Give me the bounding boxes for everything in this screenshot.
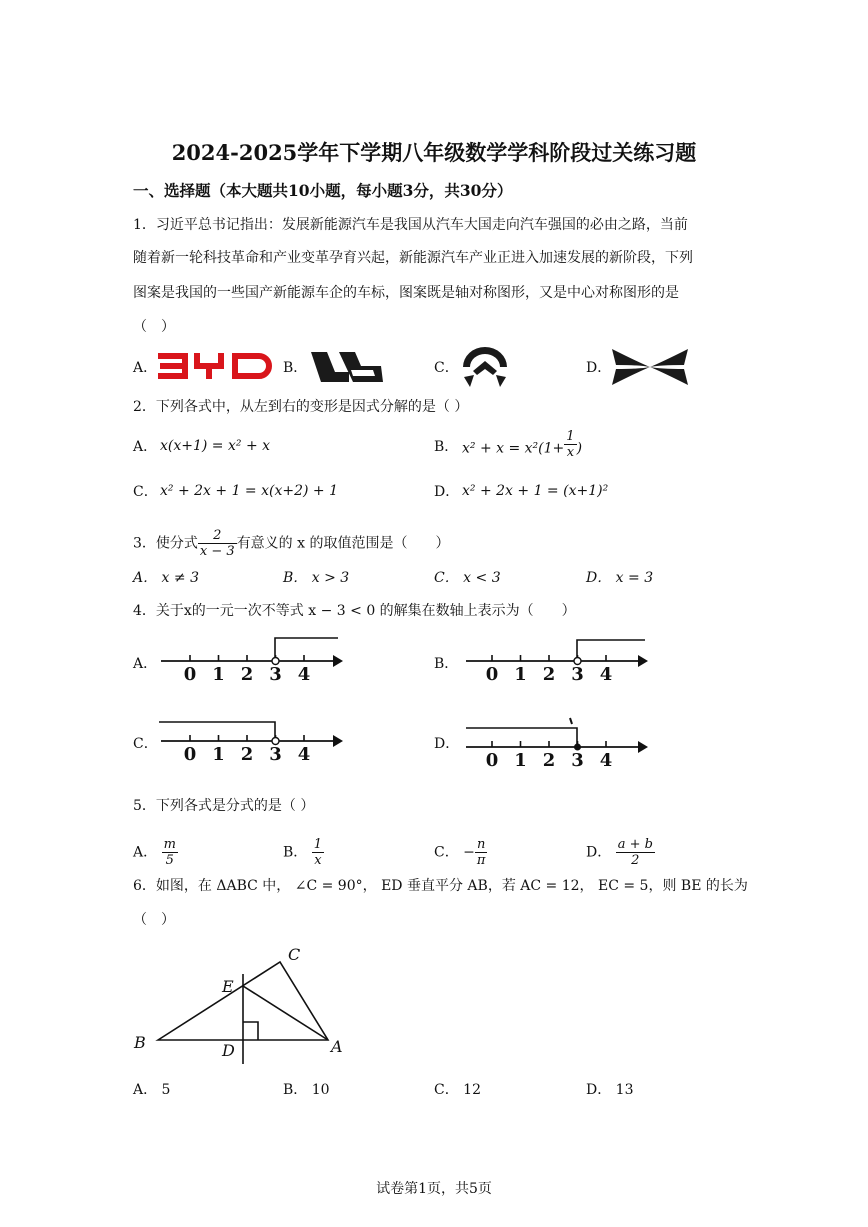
byd-logo-icon [157,350,275,382]
axis-tick-label: 1 [514,664,527,685]
triangle-figure [128,938,358,1068]
q2-option-b-expr: x² + x = x²(1+ $\frac{1}{x}$ ) [462,429,583,460]
section-heading: 一、选择题（本大题共10小题，每小题3分，共30分） [133,181,513,200]
axis-tick-label: 3 [269,744,282,765]
q2-stem: 2．下列各式中，从左到右的变形是因式分解的是（ ） [133,399,469,415]
axis-tick-label: 0 [485,750,499,770]
axis-arrow [638,741,648,753]
leapmotor-logo-icon [309,350,385,384]
q2-option-d-label: D． [434,484,460,500]
number-line-d-axis [466,741,648,770]
q1-option-a-label: A． [133,360,158,376]
q2-option-c-label: C． [133,484,158,500]
solid-point [574,744,581,751]
open-point [272,658,279,665]
q6-option-b: B． 10 [283,1082,330,1098]
axis-tick-label: 3 [571,750,584,770]
q4-option-c-label: C． [133,736,158,752]
axis-tick-label: 4 [599,750,613,770]
axis-tick-label: 0 [485,664,499,685]
q2-option-c-expr: x² + 2x + 1 = x(x+2) + 1 [160,483,339,499]
q2-option-a-label: A． [133,439,158,455]
xpeng-logo-icon [610,345,690,389]
q3-stem: 3．使分式 $\frac{2}{x - 3}$ 有意义的 x 的取值范围是（ ） [133,528,450,559]
number-line-c [155,712,345,770]
axis-arrow [333,655,343,667]
axis-tick-label: 2 [542,664,556,685]
q6-option-a: A． 5 [133,1082,171,1098]
axis-tick-label: 0 [183,744,197,765]
q3-option-c: C． x < 3 [434,570,501,586]
label-b: B [134,1033,146,1052]
q5-option-c: C． − $\frac{n}{\pi}$ [434,837,486,868]
label-c: C [288,945,301,964]
q1-line1: 1．习近平总书记指出：发展新能源汽车是我国从汽车大国走向汽车强国的必由之路，当前 [133,217,688,233]
axis-tick-label: 4 [297,664,311,685]
page-footer: 试卷第1页，共5页 [376,1181,492,1197]
q4-option-d-label: D． [434,736,460,752]
axis-tick-label: 1 [212,744,225,765]
q2-option-a-expr: x(x+1) = x² + x [160,438,271,454]
q1-option-c-label: C． [434,360,459,376]
q5-option-a: A． $\frac{m}{5}$ [133,837,176,868]
label-e: E [222,977,234,996]
axis-arrow [333,735,343,747]
q2-option-d-expr: x² + 2x + 1 = (x+1)² [462,483,609,499]
nio-logo-icon [460,345,510,389]
axis-tick-label: 2 [542,750,556,770]
axis-tick-label: 0 [183,664,197,685]
q1-paren: （ ） [133,319,175,335]
open-point [272,738,279,745]
label-d: D [222,1041,235,1060]
open-point [574,658,581,665]
q1-option-d-label: D． [586,360,612,376]
q5-option-b: B． $\frac{1}{x}$ [283,837,323,868]
q1-line2: 随着新一轮科技革命和产业变革孕育兴起，新能源汽车产业正进入加速发展的新阶段，下列 [133,250,693,266]
q4-stem: 4．关于x的一元一次不等式 x − 3 < 0 的解集在数轴上表示为（ ） [133,603,576,619]
q3-option-d: D． x = 3 [586,570,654,586]
q2-option-b-label: B． [434,439,459,455]
axis-tick-label: 1 [212,664,225,685]
number-line-b [460,632,650,690]
number-line-c-axis [161,735,343,765]
label-a: A [331,1037,343,1056]
axis-tick-label: 3 [269,664,282,685]
axis-tick-label: 2 [240,664,254,685]
number-line-b-axis [466,655,648,685]
q3-option-b: B． x > 3 [283,570,350,586]
q1-option-b-label: B． [283,360,308,376]
q6-paren: （ ） [133,912,175,928]
axis-arrow [638,655,648,667]
axis-tick-label: 4 [297,744,311,765]
q4-option-b-label: B． [434,656,459,672]
axis-tick-label: 1 [514,750,527,770]
number-line-d [460,712,650,770]
page-title: 2024-2025学年下学期八年级数学学科阶段过关练习题 [171,140,697,165]
axis-tick-label: 4 [599,664,613,685]
axis-tick-label: 3 [571,664,584,685]
q6-option-c: C． 12 [434,1082,481,1098]
number-line-a-axis [161,655,343,685]
number-line-a [155,632,345,690]
q4-option-a-label: A． [133,656,158,672]
q5-option-d: D． $\frac{a + b}{2}$ [586,837,653,868]
byd-logo-text: 3YD [157,350,160,351]
q6-option-d: D． 13 [586,1082,634,1098]
q1-line3: 图案是我国的一些国产新能源车企的车标，图案既是轴对称图形，又是中心对称图形的是 [133,285,679,301]
q6-stem: 6．如图，在 ΔABC 中， ∠C = 90°， ED 垂直平分 AB，若 AC = 12， EC = 5，则 BE 的长为 [133,878,748,894]
q5-stem: 5．下列各式是分式的是（ ） [133,798,315,814]
axis-tick-label: 2 [240,744,254,765]
q3-option-a: A． x ≠ 3 [133,570,199,586]
